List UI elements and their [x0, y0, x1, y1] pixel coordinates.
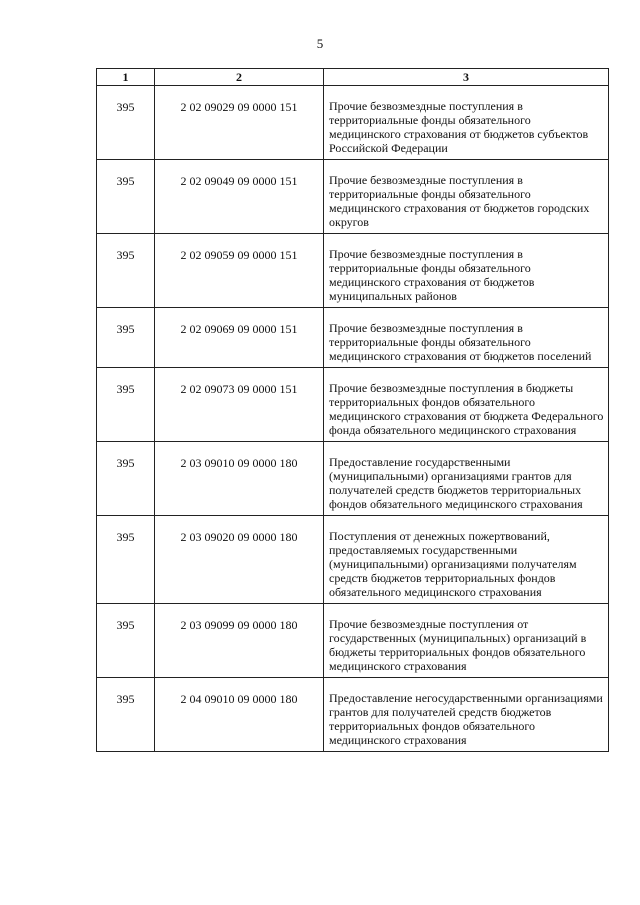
admin-code-cell: 395	[97, 160, 155, 234]
budget-code-cell: 2 04 09010 09 0000 180	[155, 678, 324, 752]
admin-code-cell: 395	[97, 86, 155, 160]
table-row	[97, 368, 609, 442]
admin-code-cell: 395	[97, 516, 155, 604]
header-col-1: 1	[97, 69, 155, 86]
admin-code-cell: 395	[97, 678, 155, 752]
budget-code-cell: 2 02 09073 09 0000 151	[155, 368, 324, 442]
description-cell: Прочие безвозмездные поступления в территориальные фонды обязательного медицинского страхования от бюджетов поселений	[324, 308, 609, 368]
description-cell: Прочие безвозмездные поступления в бюджеты территориальных фондов обязательного медицинского страхования от бюджета Федерального фонда обязательного медицинского страхования	[324, 368, 609, 442]
table-row	[97, 442, 609, 516]
table-row	[97, 604, 609, 678]
table-row	[97, 234, 609, 308]
header-col-3: 3	[324, 69, 609, 86]
budget-code-cell: 2 03 09020 09 0000 180	[155, 516, 324, 604]
description-cell: Предоставление негосударственными организациями грантов для получателей средств бюджетов территориальных фондов обязательного медицинского страхования	[324, 678, 609, 752]
table-row	[97, 308, 609, 368]
description-cell: Прочие безвозмездные поступления в территориальные фонды обязательного медицинского страхования от бюджетов городских округов	[324, 160, 609, 234]
table-row	[97, 86, 609, 160]
budget-code-cell: 2 02 09049 09 0000 151	[155, 160, 324, 234]
table-header-row	[97, 69, 609, 86]
admin-code-cell: 395	[97, 368, 155, 442]
budget-code-cell: 2 03 09010 09 0000 180	[155, 442, 324, 516]
admin-code-cell: 395	[97, 234, 155, 308]
budget-codes-table	[96, 68, 609, 752]
description-cell: Прочие безвозмездные поступления в территориальные фонды обязательного медицинского страхования от бюджетов субъектов Российской Федерации	[324, 86, 609, 160]
admin-code-cell: 395	[97, 604, 155, 678]
table-row	[97, 160, 609, 234]
table-row	[97, 516, 609, 604]
page-number: 5	[316, 36, 324, 51]
budget-code-cell: 2 03 09099 09 0000 180	[155, 604, 324, 678]
table-row	[97, 678, 609, 752]
description-cell: Прочие безвозмездные поступления в территориальные фонды обязательного медицинского страхования от бюджетов муниципальных районов	[324, 234, 609, 308]
budget-code-cell: 2 02 09059 09 0000 151	[155, 234, 324, 308]
budget-code-cell: 2 02 09069 09 0000 151	[155, 308, 324, 368]
description-cell: Поступления от денежных пожертвований, предоставляемых государственными (муниципальными) организациями получателям средств бюджетов территориальных фондов обязательного медицинского страхования	[324, 516, 609, 604]
header-col-2: 2	[155, 69, 324, 86]
admin-code-cell: 395	[97, 308, 155, 368]
description-cell: Предоставление государственными (муниципальными) организациями грантов для получателей средств бюджетов территориальных фондов обязательного медицинского страхования	[324, 442, 609, 516]
description-cell: Прочие безвозмездные поступления от государственных (муниципальных) организаций в бюджеты территориальных фондов обязательного медицинского страхования	[324, 604, 609, 678]
admin-code-cell: 395	[97, 442, 155, 516]
budget-code-cell: 2 02 09029 09 0000 151	[155, 86, 324, 160]
